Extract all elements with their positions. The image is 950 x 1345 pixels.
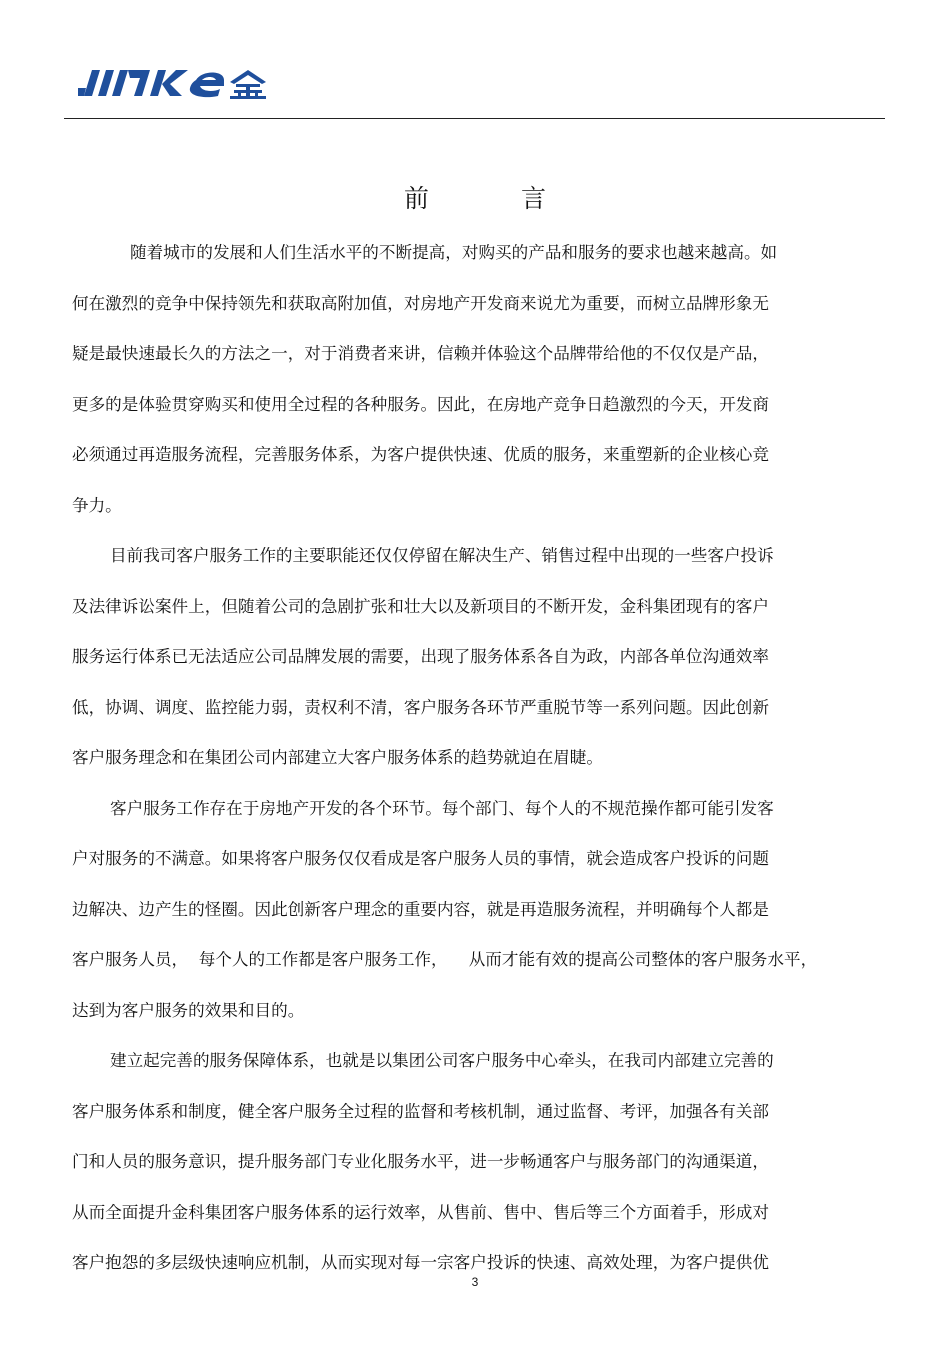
paragraph-2-line: 服务运行体系已无法适应公司品牌发展的需要，出现了服务体系各自为政，内部各单位沟通效率: [72, 647, 769, 666]
jinke-logo-mark: [78, 66, 293, 104]
paragraph-4-line: 从而全面提升金科集团客户服务体系的运行效率，从售前、售中、售后等三个方面着手，形成对: [72, 1202, 769, 1222]
paragraph-4-line: 建立起完善的服务保障体系，也就是以集团公司客户服务中心牵头，在我司内部建立完善的: [110, 1051, 774, 1070]
paragraph-3-line: 客户服务人员， 每个人的工作都是客户服务工作， 从而才能有效的提高公司整体的客户服务水平，: [72, 950, 818, 969]
jinke-logo: [78, 66, 293, 104]
paragraph-4-line: 客户抱怨的多层级快速响应机制，从而实现对每一宗客户投诉的快速、高效处理，为客户提供优: [72, 1253, 769, 1272]
paragraph-1-line: 必须通过再造服务流程，完善服务体系，为客户提供快速、优质的服务，来重塑新的企业核心竞: [72, 445, 769, 464]
paragraph-3-line: 户对服务的不满意。如果将客户服务仅仅看成是客户服务人员的事情，就会造成客户投诉的问题: [72, 849, 769, 868]
page-title: 前言: [403, 184, 638, 213]
paragraph-1-line: 随着城市的发展和人们生活水平的不断提高，对购买的产品和服务的要求也越来越高。如: [130, 243, 778, 262]
page-number: 3: [471, 1275, 479, 1289]
paragraph-3-line: 达到为客户服务的效果和目的。: [72, 1000, 305, 1020]
paragraph-1-line: 疑是最快速最长久的方法之一，对于消费者来讲，信赖并体验这个品牌带给他的不仅仅是产品，: [72, 344, 769, 363]
paragraph-4-line: 客户服务体系和制度，健全客户服务全过程的监督和考核机制，通过监督、考评，加强各有关部: [72, 1101, 769, 1121]
paragraph-3-line: 客户服务工作存在于房地产开发的各个环节。每个部门、每个人的不规范操作都可能引发客: [110, 798, 774, 818]
paragraph-2-line: 及法律诉讼案件上，但随着公司的急剧扩张和壮大以及新项目的不断开发，金科集团现有的客户: [72, 596, 769, 616]
body-text: [72, 228, 852, 1289]
header-divider: [64, 118, 885, 119]
paragraph-4-line: 门和人员的服务意识，提升服务部门专业化服务水平，进一步畅通客户与服务部门的沟通渠道，: [72, 1152, 769, 1171]
paragraph-2-line: 低，协调、调度、监控能力弱，责权利不清，客户服务各环节严重脱节等一系列问题。因此创新: [72, 697, 769, 717]
paragraph-2-line: 客户服务理念和在集团公司内部建立大客户服务体系的趋势就迫在眉睫。: [72, 748, 603, 767]
paragraph-1-line: 何在激烈的竞争中保持领先和获取高附加值，对房地产开发商来说尤为重要，而树立品牌形象无: [72, 293, 769, 313]
paragraph-2-line: 目前我司客户服务工作的主要职能还仅仅停留在解决生产、销售过程中出现的一些客户投诉: [110, 546, 774, 565]
paragraph-1-line: 争力。: [72, 495, 122, 515]
paragraph-3-line: 边解决、边产生的怪圈。因此创新客户理念的重要内容，就是再造服务流程，并明确每个人都是: [72, 899, 769, 919]
paragraph-1-line: 更多的是体验贯穿购买和使用全过程的各种服务。因此，在房地产竞争日趋激烈的今天，开发商: [72, 394, 769, 414]
